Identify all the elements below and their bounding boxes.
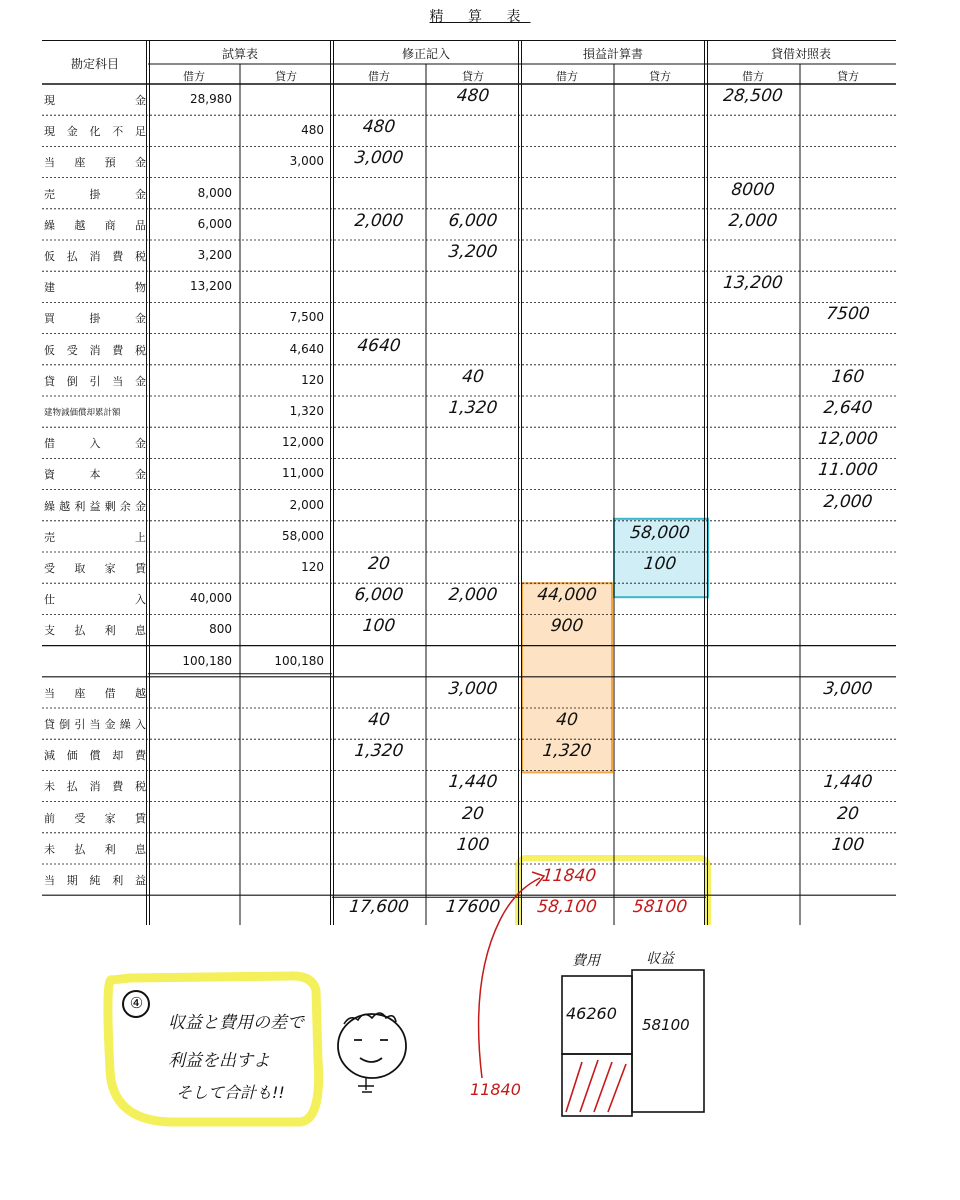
balance-header: 貸借対照表 [770,47,831,61]
worksheet-grid [42,40,896,925]
cell-bs_cr: 2,000 [822,491,874,512]
cell-bs_dr: 8000 [730,179,776,200]
cell-adj_dr: 20 [367,554,391,574]
account-name: 未 払 消 費 税 [44,780,146,794]
cell-is_dr: 1,320 [541,741,593,762]
cell-adj_dr: 4640 [356,335,402,356]
cell-adj_cr: 17600 [444,897,502,918]
cell-adj_cr: 1,440 [447,772,499,793]
profit-diagram [562,970,704,1116]
account-name: 仕 入 [44,593,146,607]
cell-is_cr: 100 [642,554,678,574]
cell-adj_dr: 6,000 [353,585,405,606]
account-name: 受 取 家 賃 [44,562,146,575]
worksheet-title: 精 算 表 [429,9,531,25]
cell-bs_cr: 7500 [825,304,871,325]
note-line-2: 利益を出すよ [168,1051,270,1071]
account-name: 前 受 家 賃 [44,811,146,825]
cell-tb_dr: 100,180 [182,653,232,668]
cell-tb_cr: 120 [301,560,324,574]
account-name: 減 価 償 却 費 [44,749,146,763]
cell-adj_cr: 3,000 [447,678,499,699]
account-name: 繰 越 商 品 [44,218,146,232]
cell-adj_dr: 40 [367,710,391,730]
note-number: ④ [129,994,144,1012]
account-name: 仮 払 消 費 税 [44,250,146,263]
account-name: 建物減価償却累計額 [44,408,121,418]
worksheet-table [42,40,896,925]
diagram-revenue-value: 58100 [642,1016,690,1034]
cell-adj_cr: 100 [455,834,491,855]
diagram-revenue-label: 収益 [646,951,674,967]
cell-tb_cr: 1,320 [289,404,324,418]
cell-tb_cr: 4,640 [289,341,324,356]
cell-tb_dr: 3,200 [197,248,232,262]
cell-tb_cr: 3,000 [289,154,324,169]
credit-subheader: 貸方 [649,70,671,83]
cell-tb_cr: 7,500 [289,310,324,325]
debit-subheader: 借方 [368,70,390,83]
cell-bs_cr: 1,440 [822,772,874,793]
account-name: 貸 倒 引 当 金 [44,374,146,388]
cell-bs_dr: 2,000 [727,210,779,231]
cell-is_dr: 58,100 [536,897,598,918]
account-name: 当 期 純 利 益 [44,874,146,887]
debit-subheader: 借方 [556,70,578,83]
cell-bs_dr: 13,200 [722,273,784,294]
account-name: 貸 倒 引 当 金 繰 入 [44,718,146,731]
diagram-expense-label: 費用 [572,953,600,969]
cell-adj_cr: 480 [455,86,491,106]
cell-bs_cr: 2,640 [822,398,874,418]
cell-adj_cr: 6,000 [447,210,499,231]
account-header: 勘定科目 [70,57,119,71]
cell-tb_cr: 100,180 [274,653,324,668]
cell-adj_cr: 2,000 [447,585,499,606]
diagram-profit-value: 11840 [470,1080,521,1099]
diagram-expense-value: 46260 [566,1004,617,1023]
account-name: 建 物 [44,281,146,295]
credit-subheader: 貸方 [462,70,484,83]
cell-adj_dr: 1,320 [353,741,405,762]
cell-is_dr: 900 [549,616,585,637]
account-name: 売 上 [44,530,146,544]
cell-adj_cr: 40 [461,366,485,387]
cell-bs_cr: 3,000 [822,678,874,699]
cell-adj_dr: 17,600 [348,897,410,918]
debit-subheader: 借方 [742,70,764,83]
cell-is_dr: 40 [555,710,579,730]
cell-tb_cr: 58,000 [282,528,324,543]
debit-subheader: 借方 [183,70,205,83]
cell-adj_dr: 2,000 [353,210,405,231]
cell-tb_dr: 13,200 [190,279,232,294]
cell-bs_cr: 20 [836,803,860,824]
account-name: 未 払 利 息 [44,842,146,856]
cell-is_cr: 58100 [631,897,689,918]
note-line-3: そして合計も!! [176,1083,285,1102]
cell-adj_dr: 100 [361,616,397,637]
cell-adj_dr: 3,000 [353,148,405,169]
account-name: 支 払 利 息 [44,624,146,638]
cell-bs_cr: 160 [830,366,866,387]
cell-adj_cr: 20 [461,803,485,824]
income-header: 損益計算書 [582,47,643,61]
trial-header: 試算表 [221,47,258,61]
account-name: 当 座 預 金 [44,156,146,170]
cell-tb_dr: 800 [209,622,232,637]
account-name: 売 掛 金 [44,187,146,201]
cell-bs_cr: 11.000 [817,460,879,481]
account-name: 当 座 借 越 [44,686,146,700]
account-name: 仮 受 消 費 税 [44,343,146,357]
cell-bs_cr: 100 [830,834,866,855]
cell-tb_cr: 12,000 [282,435,324,450]
smiley-face-doodle [338,1013,406,1092]
account-name: 借 入 金 [44,437,146,451]
note-line-1: 収益と費用の差で [168,1013,304,1033]
cell-adj_dr: 480 [361,117,397,138]
cell-is_dr: 11840 [540,866,598,886]
adjust-header: 修正記入 [401,47,450,61]
cell-tb_dr: 8,000 [197,185,232,200]
account-name: 現 金 [44,94,146,107]
cell-tb_dr: 28,980 [190,92,232,106]
cell-adj_cr: 3,200 [447,242,499,262]
cell-is_cr: 58,000 [629,522,691,543]
account-name: 資 本 金 [44,468,146,482]
cell-tb_cr: 480 [301,123,324,138]
cell-tb_cr: 11,000 [282,466,324,481]
account-name: 買 掛 金 [44,312,146,326]
cell-tb_dr: 6,000 [197,216,232,231]
cell-tb_dr: 40,000 [190,591,232,606]
cell-is_dr: 44,000 [536,585,598,606]
credit-subheader: 貸方 [275,70,297,83]
account-name: 現 金 化 不 足 [44,125,146,139]
cell-tb_cr: 2,000 [289,497,324,512]
cell-bs_cr: 12,000 [817,429,879,450]
cell-tb_cr: 120 [301,372,324,387]
account-name: 繰 越 利 益 剰 余 金 [44,499,146,513]
cell-adj_cr: 1,320 [447,398,499,418]
credit-subheader: 貸方 [837,70,859,83]
cell-bs_dr: 28,500 [722,86,784,106]
